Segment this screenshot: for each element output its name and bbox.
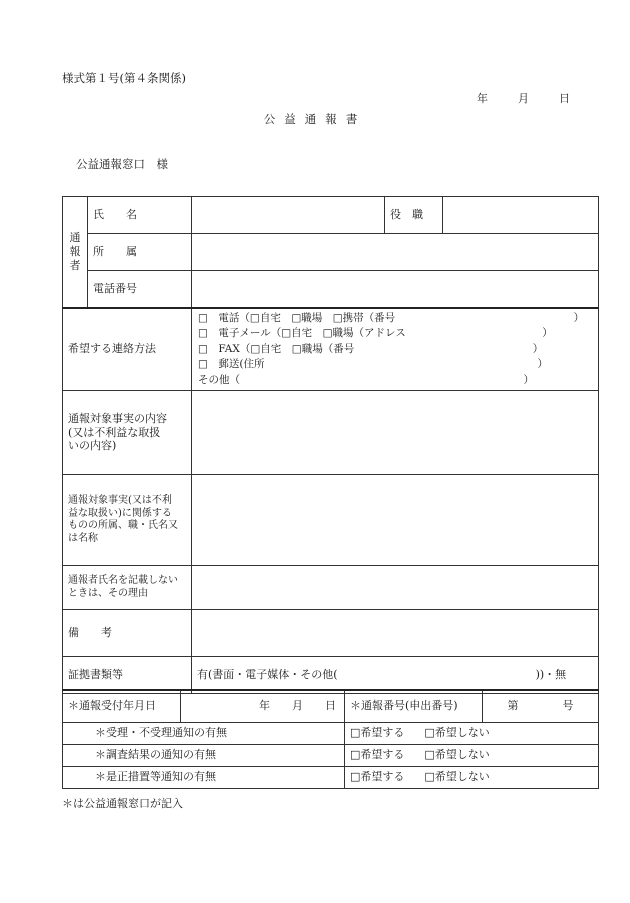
anonymous-reason-field[interactable] xyxy=(192,566,599,610)
investigation-notice-options[interactable] xyxy=(345,744,599,766)
position-label: 役 職 xyxy=(385,197,443,234)
position-field[interactable] xyxy=(443,197,599,234)
remarks-field[interactable] xyxy=(192,610,599,657)
date-day: 日 xyxy=(559,92,570,105)
investigation-notice-label: ＊調査結果の通知の有無 xyxy=(63,744,345,766)
contact-option-phone[interactable]: □ 電話（□自宅 □職場 □携帯（番号 ） xyxy=(198,311,585,324)
contact-method-options[interactable] xyxy=(192,308,599,391)
name-label: 氏 名 xyxy=(88,197,192,234)
corrective-notice-no[interactable]: □希望しない xyxy=(424,770,490,784)
affiliation-label: 所 属 xyxy=(88,234,192,271)
addressee: 公益通報窓口 様 xyxy=(76,157,168,171)
received-date-label: ＊通報受付年月日 xyxy=(63,690,181,722)
footnote: ＊は公益通報窓口が記入 xyxy=(62,797,183,810)
report-form-table xyxy=(62,196,599,694)
evidence-label: 証拠書類等 xyxy=(63,657,192,694)
acceptance-notice-label: ＊受理・不受理通知の有無 xyxy=(63,722,345,744)
phone-label: 電話番号 xyxy=(88,271,192,308)
contact-method-label: 希望する連絡方法 xyxy=(63,308,192,391)
affiliation-field[interactable] xyxy=(192,234,599,271)
corrective-notice-options[interactable] xyxy=(345,766,599,788)
reporter-group-label: 通 報 者 xyxy=(63,197,88,308)
contact-option-email[interactable]: □ 電子メール（□自宅 □職場（アドレス ） xyxy=(198,327,553,339)
report-number-label: ＊通報番号(申出番号) xyxy=(345,690,483,722)
report-number-field[interactable]: 第 号 xyxy=(483,690,599,722)
name-field[interactable] xyxy=(192,197,385,234)
remarks-label: 備 考 xyxy=(63,610,192,657)
related-persons-field[interactable] xyxy=(192,475,599,566)
acceptance-notice-no[interactable]: □希望しない xyxy=(424,726,490,740)
received-date-field[interactable]: 年 月 日 xyxy=(181,690,345,722)
date-month: 月 xyxy=(518,92,529,105)
evidence-options[interactable]: 有(書面・電子媒体・その他( ))・無 xyxy=(192,657,599,694)
investigation-notice-yes[interactable]: □希望する xyxy=(350,748,405,762)
contact-option-fax[interactable]: □ FAX（□自宅 □職場（番号 ） xyxy=(198,342,544,355)
date-year: 年 xyxy=(477,92,488,105)
investigation-notice-no[interactable]: □希望しない xyxy=(424,748,490,762)
facts-label: 通報対象事実の内容 (又は不利益な取扱 いの内容) xyxy=(63,391,192,475)
form-number: 様式第１号(第４条関係) xyxy=(62,71,186,85)
contact-option-mail[interactable]: □ 郵送(住所 ） xyxy=(198,358,549,370)
date-line xyxy=(477,90,570,106)
document-title: 公益通報書 xyxy=(263,112,367,126)
corrective-notice-yes[interactable]: □希望する xyxy=(350,770,405,784)
acceptance-notice-yes[interactable]: □希望する xyxy=(350,726,405,740)
related-persons-label: 通報対象事実(又は不利 益な取扱い)に関係する ものの所属、職・氏名又 は名称 xyxy=(63,475,192,566)
contact-option-other[interactable]: その他（ ） xyxy=(198,373,534,386)
office-use-table xyxy=(62,689,599,789)
facts-field[interactable] xyxy=(192,391,599,475)
anonymous-reason-label: 通報者氏名を記載しない ときは、その理由 xyxy=(63,566,192,610)
corrective-notice-label: ＊是正措置等通知の有無 xyxy=(63,766,345,788)
phone-field[interactable] xyxy=(192,271,599,308)
acceptance-notice-options[interactable] xyxy=(345,722,599,744)
